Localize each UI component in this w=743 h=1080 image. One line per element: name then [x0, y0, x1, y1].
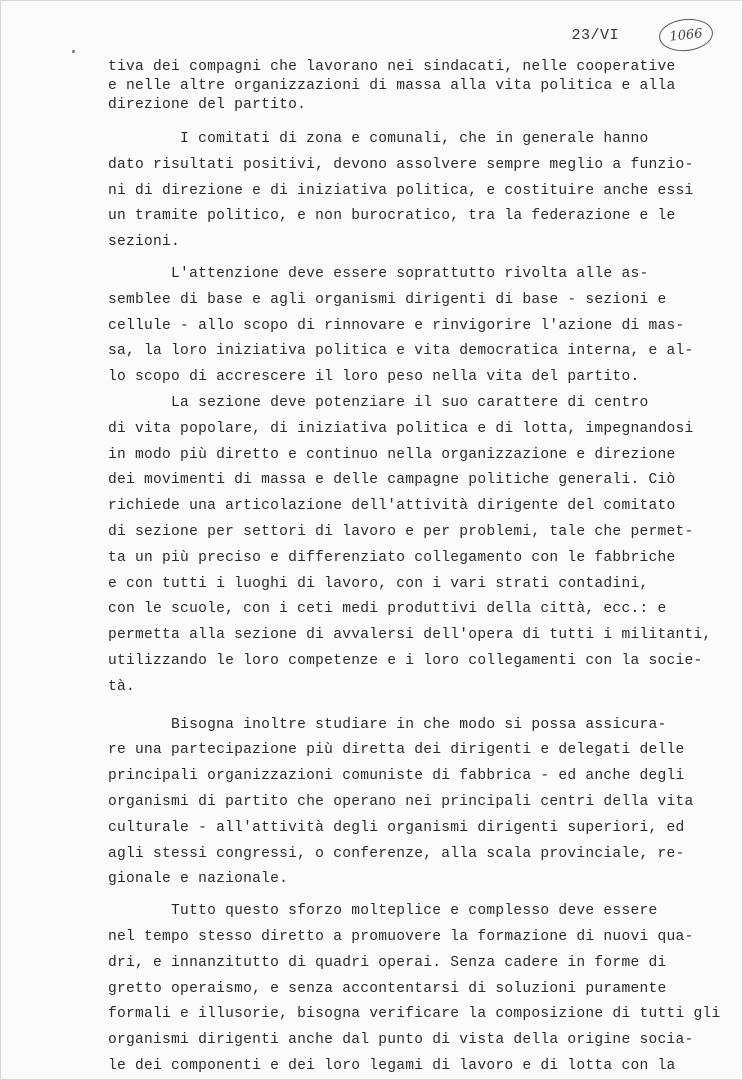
text-line: culturale - all'attività degli organismi dirigenti superiori, ed: [108, 819, 685, 836]
text-line: le dei componenti e dei loro legami di lavoro e di lotta con la: [108, 1057, 676, 1074]
text-line: di sezione per settori di lavoro e per problemi, tale che permet-: [108, 523, 694, 540]
text-line: tiva dei compagni che lavorano nei sindacati, nelle cooperative: [108, 59, 676, 75]
text-line: dei movimenti di massa e delle campagne politiche generali. Ciò: [108, 472, 676, 489]
speck-mark: [72, 50, 75, 53]
text-line: Bisogna inoltre studiare in che modo si possa assicura-: [108, 716, 667, 733]
text-line: permetta alla sezione di avvalersi dell'opera di tutti i militanti,: [108, 627, 712, 644]
text-line: cellule - allo scopo di rinnovare e rinvigorire l'azione di mas-: [108, 317, 685, 334]
text-line: semblee di base e agli organismi dirigenti di base - sezioni e: [108, 291, 667, 308]
text-line: organismi di partito che operano nei principali centri della vita: [108, 793, 694, 810]
text-line: un tramite politico, e non burocratico, tra la federazione e le: [108, 208, 676, 225]
text-line: direzione del partito.: [108, 97, 307, 113]
text-line: formali e illusorie, bisogna verificare la composizione di tutti gli: [108, 1006, 721, 1023]
paragraph: [108, 58, 708, 115]
text-line: e nelle altre organizzazioni di massa alla vita politica e alla: [108, 78, 676, 94]
text-line: tà.: [108, 678, 136, 695]
text-line: agli stessi congressi, o conferenze, alla scala provinciale, re-: [108, 845, 685, 862]
archive-stamp: [657, 16, 714, 53]
text-line: ta un più preciso e differenziato collegamento con le fabbriche: [108, 549, 676, 566]
text-line: lo scopo di accrescere il loro peso nella vita del partito.: [108, 369, 640, 386]
paragraph: [108, 391, 712, 701]
text-line: sezioni.: [108, 234, 181, 251]
paragraph: [108, 713, 708, 894]
text-line: Tutto questo sforzo molteplice e complesso deve essere: [108, 903, 658, 920]
text-line: con le scuole, con i ceti medi produttivi della città, ecc.: e: [108, 601, 667, 618]
document-body: [108, 58, 721, 1080]
text-line: di vita popolare, di iniziativa politica e di lotta, impegnandosi: [108, 420, 694, 437]
text-line: ni di direzione e di iniziativa politica, e costituire anche essi: [108, 182, 694, 199]
text-line: e con tutti i luoghi di lavoro, con i vari strati contadini,: [108, 575, 649, 592]
text-line: richiede una articolazione dell'attività dirigente del comitato: [108, 498, 676, 515]
stamp-number: 1066: [668, 25, 704, 45]
text-line: organismi dirigenti anche dal punto di vista della origine socia-: [108, 1032, 694, 1049]
text-line: nel tempo stesso diretto a promuovere la formazione di nuovi qua-: [108, 928, 694, 945]
text-line: principali organizzazioni comuniste di fabbrica - ed anche degli: [108, 768, 685, 785]
page-header: [571, 20, 713, 50]
text-line: utilizzando le loro competenze e i loro collegamenti con la socie-: [108, 652, 703, 669]
text-line: gionale e nazionale.: [108, 871, 289, 888]
text-line: in modo più diretto e continuo nella organizzazione e direzione: [108, 446, 676, 463]
text-line: re una partecipazione più diretta dei dirigenti e delegati delle: [108, 742, 685, 759]
text-line: La sezione deve potenziare il suo carattere di centro: [108, 394, 649, 411]
text-line: L'attenzione deve essere soprattutto rivolta alle as-: [108, 265, 649, 282]
paragraph: [108, 127, 708, 256]
paragraph: [108, 262, 708, 391]
text-line: sa, la loro iniziativa politica e vita democratica interna, e al-: [108, 343, 694, 360]
text-line: gretto operaismo, e senza accontentarsi di soluzioni puramente: [108, 980, 667, 997]
text-line: I comitati di zona e comunali, che in generale hanno: [108, 131, 649, 147]
page-number: 23/VI: [571, 26, 619, 44]
text-line: dri, e innanzitutto di quadri operai. Senza cadere in forme di: [108, 954, 667, 971]
paragraph: [108, 899, 721, 1080]
text-line: dato risultati positivi, devono assolvere sempre meglio a funzio-: [108, 156, 694, 173]
